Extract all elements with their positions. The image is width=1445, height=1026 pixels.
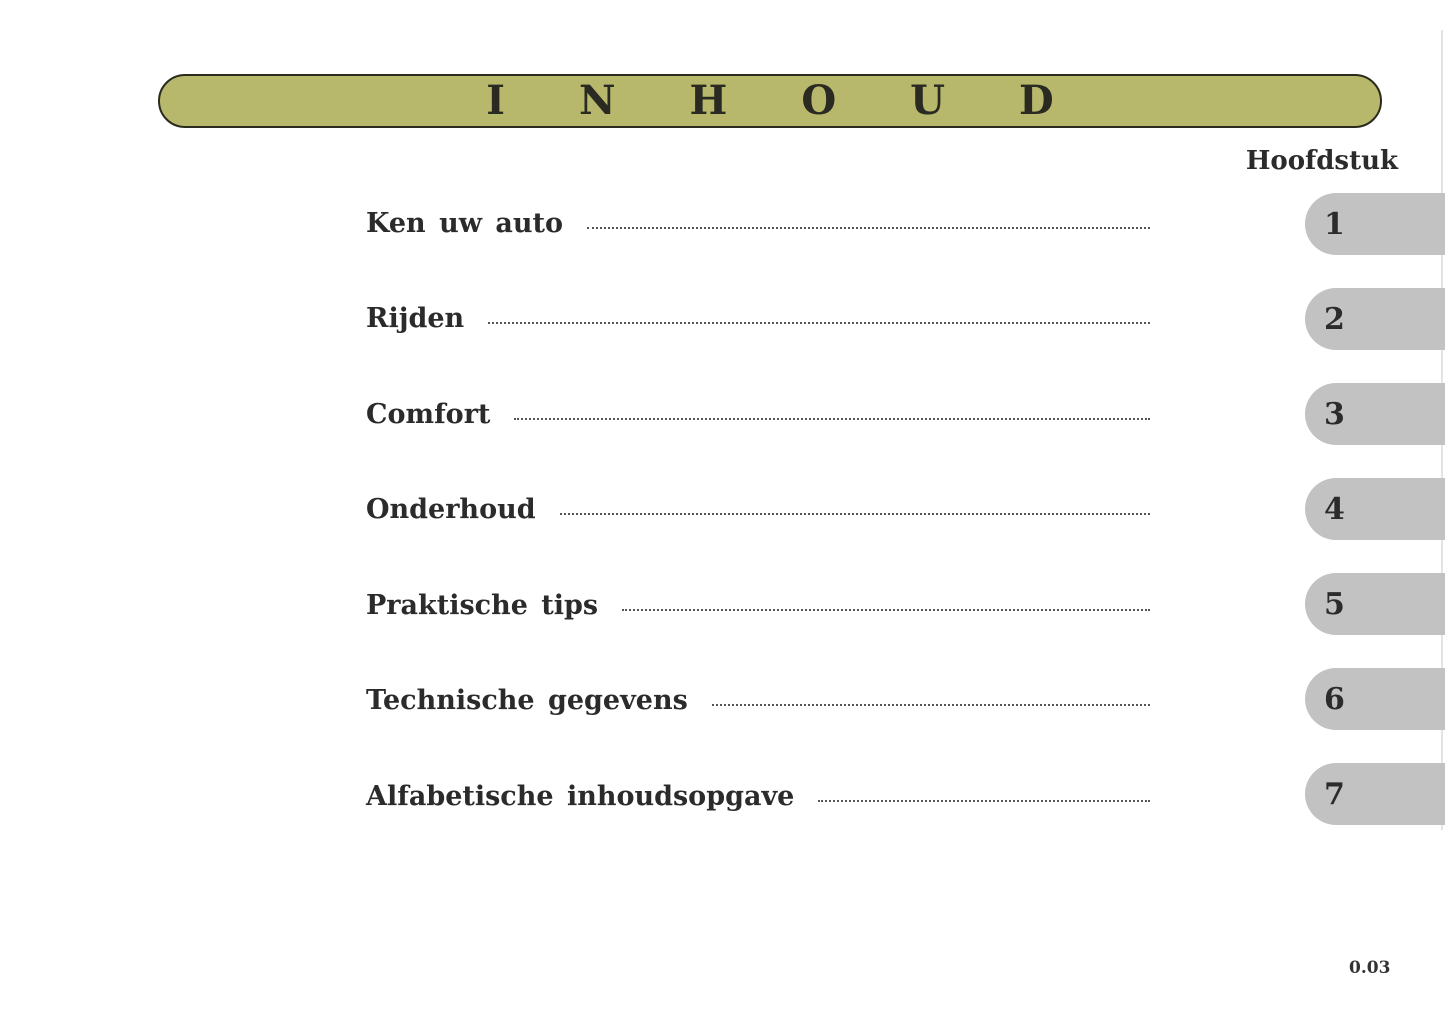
toc-entry-comfort[interactable] — [366, 399, 1150, 439]
page-title: INHOUD — [486, 77, 1128, 124]
chapter-column-heading: Hoofdstuk — [1245, 146, 1398, 176]
chapter-number: 7 — [1324, 776, 1345, 812]
chapter-tab-7[interactable] — [1305, 763, 1445, 825]
toc-entry-praktische-tips[interactable] — [366, 590, 1150, 630]
chapter-tab-1[interactable] — [1305, 193, 1445, 255]
chapter-number: 1 — [1324, 206, 1345, 242]
chapter-tab-2[interactable] — [1305, 288, 1445, 350]
toc-entry-label: Rijden — [366, 303, 465, 334]
toc-entry-label: Ken uw auto — [366, 208, 563, 239]
chapter-tab-6[interactable] — [1305, 668, 1445, 730]
chapter-number: 6 — [1324, 681, 1345, 717]
toc-entry-alfabetische-inhoudsopgave[interactable] — [366, 781, 1150, 821]
toc-entry-ken-uw-auto[interactable] — [366, 208, 1150, 248]
dot-leader — [514, 418, 1150, 420]
chapter-number: 5 — [1324, 586, 1345, 622]
toc-entry-technische-gegevens[interactable] — [366, 685, 1150, 725]
toc-entry-label: Alfabetische inhoudsopgave — [366, 781, 795, 812]
toc-entry-rijden[interactable] — [366, 303, 1150, 343]
dot-leader — [622, 609, 1150, 611]
dot-leader — [587, 227, 1150, 229]
dot-leader — [818, 800, 1150, 802]
chapter-tab-5[interactable] — [1305, 573, 1445, 635]
toc-entry-onderhoud[interactable] — [366, 494, 1150, 534]
page-number: 0.03 — [1349, 958, 1391, 978]
toc-entry-label: Comfort — [366, 399, 491, 430]
dot-leader — [488, 322, 1150, 324]
chapter-number: 2 — [1324, 301, 1345, 337]
toc-entry-label: Technische gegevens — [366, 685, 688, 716]
chapter-number: 3 — [1324, 396, 1345, 432]
chapter-number: 4 — [1324, 491, 1345, 527]
toc-entry-label: Praktische tips — [366, 590, 599, 621]
toc-entry-label: Onderhoud — [366, 494, 536, 525]
title-banner — [158, 74, 1382, 128]
dot-leader — [560, 513, 1150, 515]
chapter-tab-4[interactable] — [1305, 478, 1445, 540]
chapter-tab-3[interactable] — [1305, 383, 1445, 445]
dot-leader — [712, 704, 1150, 706]
